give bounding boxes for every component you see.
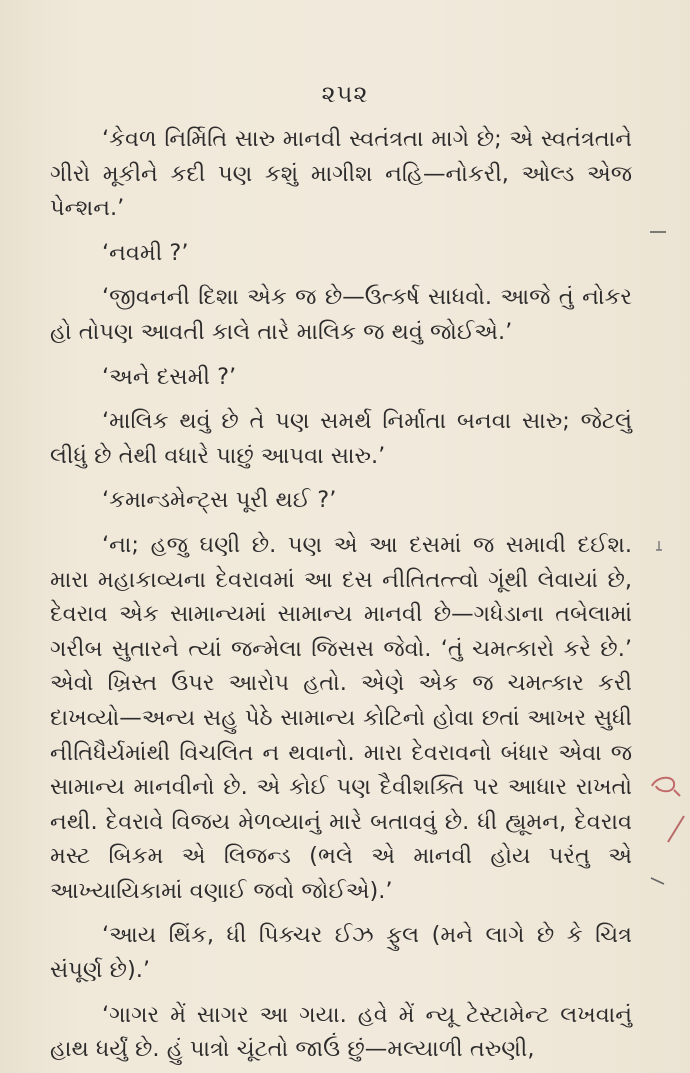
page-number: ૨૫૨ xyxy=(321,80,369,108)
margin-dash-mark xyxy=(650,876,666,886)
paragraph-7: ‘ના; હજુ ઘણી છે. પણ એ આ દસમાં જ સમાવી દઈશ. મારા મહાકાવ્યના દેવરાવમાં આ દસ નીતિતત્ત્વો ગૂંથી લેવાયાં છે, દેવરાવ એક સામાન્યમાં સામાન્ય માનવી છે—ગધેડાના તબેલામાં ગરીબ સુતારને ત્યાં જન્મેલા જિસસ જેવો. ‘તું ચમત્કારો કરે છે.’ એવો ખ્રિસ્ત ઉપર આરોપ હતો. એણે એક જ ચમત્કાર કરી દાખવ્યો—અન્ય સહુ પેઠે સામાન્ય કોટિનો હોવા છતાં આખર સુધી નીતિધૈર્યમાંથી વિચલિત ન થવાનો. મારા દેવરાવનો બંધાર એવા જ સામાન્ય માનવીનો છે. એ કોઈ પણ દૈવીશક્તિ પર આધાર રાખતો નથી. દેવરાવે વિજય મેળવ્યાનું મારે બતાવવું છે. ધી હ્યૂમન, દેવરાવ મસ્ટ બિકમ એ લિજન્ડ (ભલે એ માનવી હોય પરંતુ એ આખ્યાયિકામાં વણાઈ જવો જોઈએ).’ xyxy=(50,531,632,904)
paragraph-2: ‘નવમી ?’ xyxy=(102,239,189,266)
paragraph-5: ‘માલિક થવું છે તે પણ સમર્થ નિર્માતા બનવા સારુ; જેટલું લીધું છે તેથી વધારે પાછું આપવા સારુ.’ xyxy=(50,408,632,469)
margin-dot-mark xyxy=(653,540,665,554)
margin-tick-mark xyxy=(648,226,668,238)
paragraph-1: ‘કેવળ નિર્મિતિ સારુ માનવી સ્વતંત્રતા માગે છે; એ સ્વતંત્રતાને ગીરો મૂકીને કદી પણ કશું માગીશ નહિ—નોકરી, ઓલ્ડ એજ પેન્શન.’ xyxy=(50,126,632,222)
body-text xyxy=(50,122,632,1067)
paragraph-9: ‘ગાગર મેં સાગર આ ગયા. હવે મેં ન્યૂ ટેસ્ટામેન્ટ લખવાનું હાથ ધર્યું છે. હું પાત્રો ચૂંટતો જાઉં છું—મલ્યાળી તરુણી, xyxy=(50,1001,632,1063)
red-check-mark xyxy=(646,772,690,844)
paragraph-6: ‘કમાન્ડમેન્ટ્સ પૂરી થઈ ?’ xyxy=(102,487,337,514)
paragraph-4: ‘અને દસમી ?’ xyxy=(102,363,237,390)
paragraph-8: ‘આય થિંક, ધી પિક્ચર ઈઝ ફુલ (મને લાગે છે કે ચિત્ર સંપૂર્ણ છે).’ xyxy=(50,922,632,984)
paragraph-3: ‘જીવનની દિશા એક જ છે—ઉત્કર્ષ સાધવો. આજે તું નોકર હો તોપણ આવતી કાલે તારે માલિક જ થવું જોઈએ.’ xyxy=(50,284,632,345)
